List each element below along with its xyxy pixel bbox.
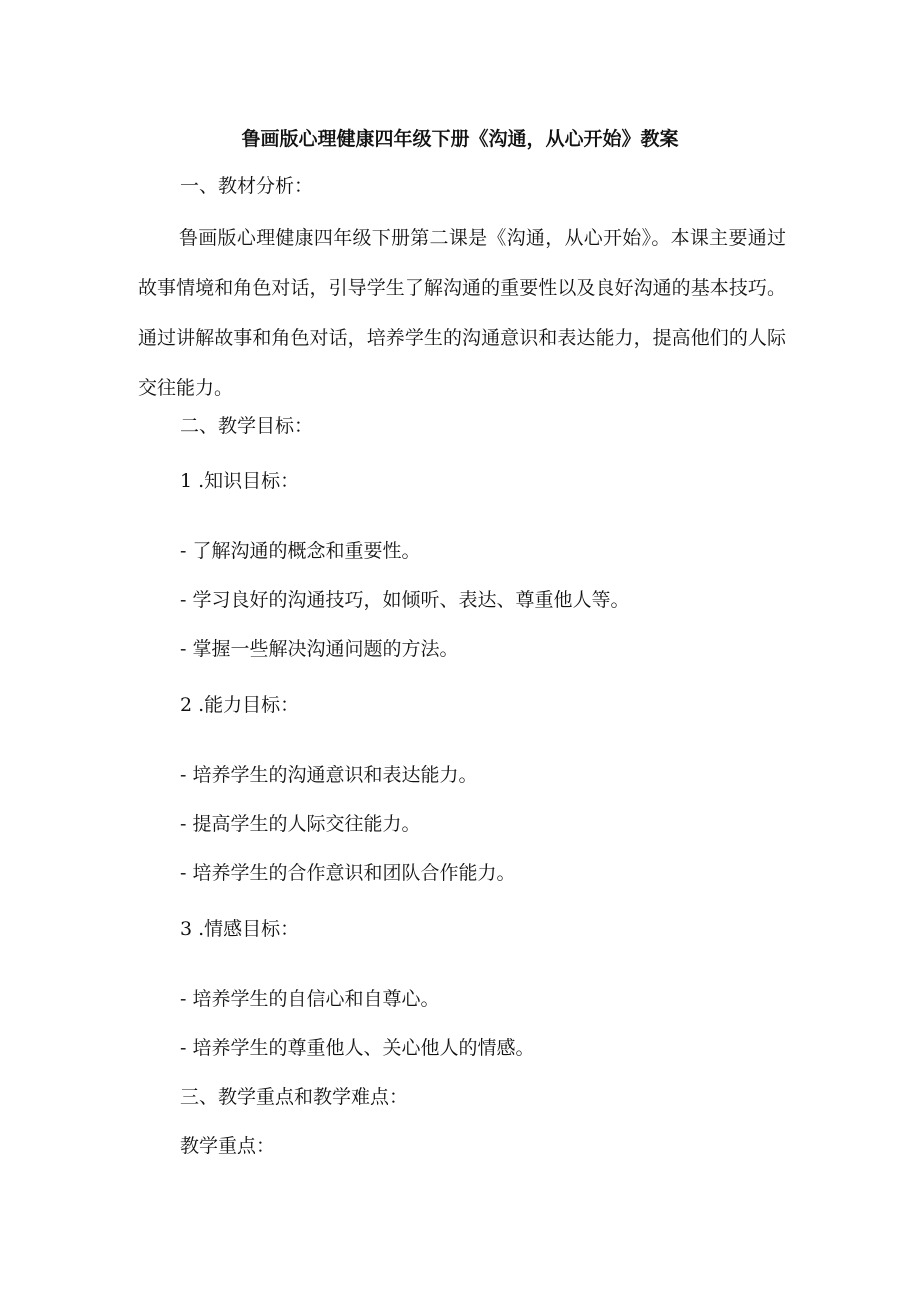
- goal-heading-knowledge: 1 .知识目标：: [180, 470, 300, 492]
- list-item: - 掌握一些解决沟通问题的方法。: [180, 638, 459, 660]
- textbook-analysis-paragraph: 鲁画版心理健康四年级下册第二课是《沟通，从心开始》。本课主要通过故事情境和角色对话，引导学生了解沟通的重要性以及良好沟通的基本技巧。通过讲解故事和角色对话，培养学生的沟通意识和表达能力，提高他们的人际交往能力。: [138, 227, 786, 399]
- section-heading-textbook-analysis: 一、教材分析：: [180, 175, 314, 197]
- list-item: - 培养学生的合作意识和团队合作能力。: [180, 862, 516, 884]
- document-title: 鲁画版心理健康四年级下册《沟通，从心开始》教案: [241, 128, 679, 150]
- list-item: - 培养学生的沟通意识和表达能力。: [180, 764, 478, 786]
- list-item: - 学习良好的沟通技巧，如倾听、表达、尊重他人等。: [180, 589, 630, 611]
- list-item: - 了解沟通的概念和重要性。: [180, 540, 421, 562]
- section-heading-key-points: 三、教学重点和教学难点：: [180, 1086, 409, 1108]
- list-item: - 提高学生的人际交往能力。: [180, 813, 421, 835]
- goal-heading-ability: 2 .能力目标：: [180, 694, 300, 716]
- subheading-key-points: 教学重点：: [180, 1135, 276, 1157]
- section-heading-teaching-goals: 二、教学目标：: [180, 415, 314, 437]
- list-item: - 培养学生的尊重他人、关心他人的情感。: [180, 1037, 535, 1059]
- list-item: - 培养学生的自信心和自尊心。: [180, 988, 440, 1010]
- goal-heading-emotion: 3 .情感目标：: [180, 918, 300, 940]
